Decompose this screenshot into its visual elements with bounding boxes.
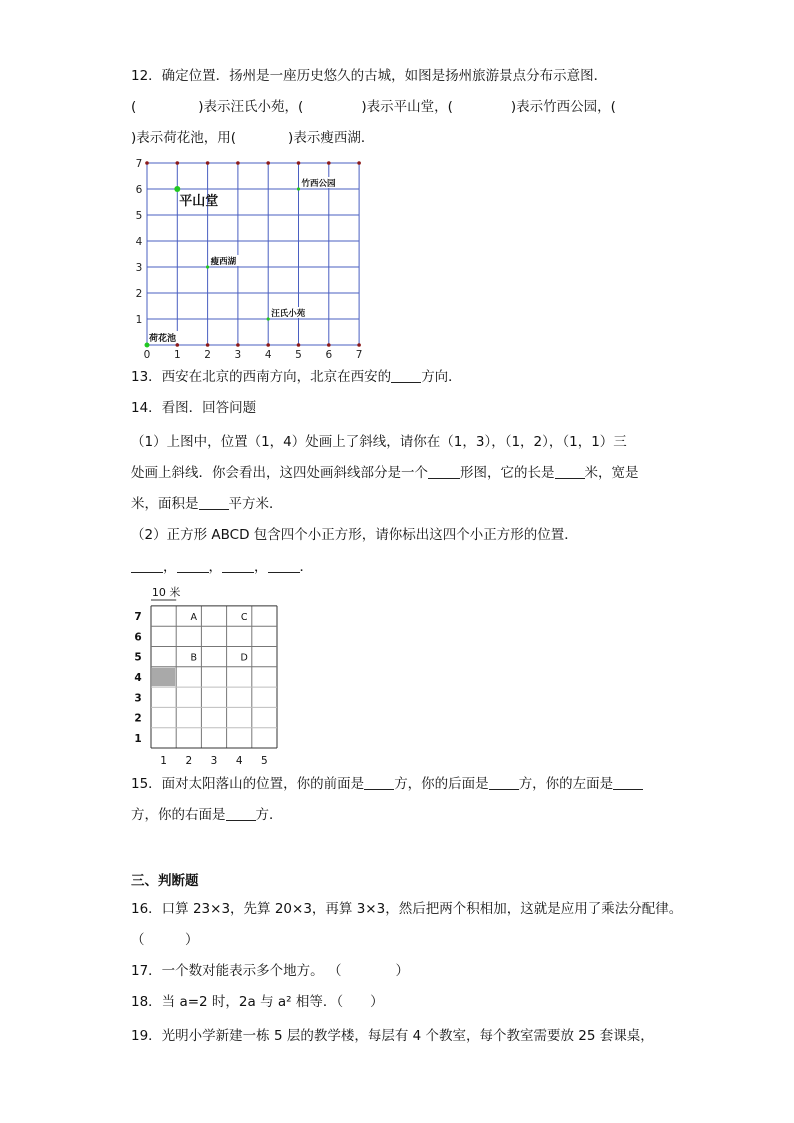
vertex-label: B (190, 652, 198, 664)
shaded-cell (152, 668, 175, 686)
q14-s2: （2）正方形 ABCD 包含四个小正方形，请你标出这四个小正方形的位置． (131, 527, 578, 543)
place-label: 汪氏小苑 (271, 309, 306, 319)
map-x-tick-label: 2 (204, 349, 211, 361)
q12-line1: 12．确定位置．扬州是一座历史悠久的古城，如图是扬州旅游景点分布示意图． (131, 68, 608, 84)
map-x-tick-label: 3 (234, 349, 242, 361)
map-x-tick-label: 4 (264, 349, 272, 361)
grid2-x-tick-label: 2 (185, 755, 193, 767)
map-grid-dot (266, 161, 270, 165)
map-grid-dot (206, 343, 210, 347)
q12-line2-part1: ( (131, 99, 137, 115)
q14-s1-line3 (131, 494, 283, 514)
place-label: 竹西公园 (301, 179, 336, 189)
q13-part2: 方向． (421, 369, 462, 385)
scale-label: 10 米 (151, 586, 181, 599)
q15-line2 (131, 805, 283, 825)
q12-line2-part4: )表示竹西公园，( (510, 99, 616, 115)
map-grid-dot (145, 161, 149, 165)
map-grid-dot (297, 343, 301, 347)
q15-part5: 方． (255, 807, 283, 823)
pingshantang-marker (174, 186, 180, 192)
q15-part2: 方，你的后面是 (394, 776, 489, 792)
q12-line2 (131, 97, 616, 117)
map-x-tick-label: 1 (173, 349, 181, 361)
map-grid-dot (357, 161, 361, 165)
vertex-label: D (240, 652, 248, 664)
map-x-tick-label: 5 (295, 349, 302, 361)
q13-part1: 13．西安在北京的西南方向，北京在西安的 (131, 369, 392, 385)
grid2-y-tick-label: 3 (134, 692, 142, 705)
grid2-y-tick-label: 5 (134, 651, 142, 664)
q14-s2-answers (131, 557, 313, 577)
map-y-tick-label: 2 (135, 288, 143, 300)
q14-sep-3: ， (254, 559, 268, 575)
map-y-tick-label: 5 (135, 210, 143, 222)
map-x-tick-label: 7 (355, 349, 363, 361)
vertex-label: C (240, 612, 248, 624)
place-label: 荷花池 (149, 334, 177, 344)
q14-s1-line2-part2: 形图，它的长是 (460, 465, 555, 481)
section-title-judgement: 三、判断题 (131, 873, 199, 889)
q12-line3-part2: )表示瘦西湖． (288, 130, 375, 146)
square-abcd-grid (128, 582, 288, 767)
q14-length-blank[interactable] (555, 464, 585, 479)
q15-part4: 方，你的右面是 (131, 807, 226, 823)
map-grid-dot (206, 161, 210, 165)
vertex-label: A (190, 612, 198, 624)
map-y-tick-label: 3 (135, 262, 143, 274)
map-x-tick-label: 0 (143, 349, 151, 361)
q12-line3-part1: )表示荷花池，用( (131, 130, 237, 146)
q14-area-blank[interactable] (199, 495, 229, 510)
scenic-spots-map (128, 155, 368, 365)
q15-part3: 方，你的左面是 (518, 776, 614, 792)
q14-square-blank-2[interactable] (177, 558, 209, 573)
grid2-y-tick-label: 1 (134, 732, 142, 745)
q14-s1-line3-part1: 米，面积是 (131, 496, 199, 512)
grid2-y-tick-label: 6 (134, 631, 142, 644)
q12-line3 (131, 128, 374, 148)
map-grid-dot (266, 343, 270, 347)
grid2-x-tick-label: 3 (210, 755, 218, 767)
map-y-tick-label: 6 (135, 184, 143, 196)
grid2-y-tick-label: 4 (134, 671, 142, 684)
grid2-x-tick-label: 5 (261, 755, 268, 767)
q14-square-blank-3[interactable] (222, 558, 254, 573)
place-label: 平山堂 (179, 194, 219, 209)
q12-line2-part3: )表示平山堂，( (361, 99, 453, 115)
q14-sep-1: ， (163, 559, 177, 575)
map-y-tick-label: 4 (135, 236, 143, 248)
q13 (131, 367, 462, 387)
q14-square-blank-1[interactable] (131, 558, 163, 573)
map-y-tick-label: 1 (135, 314, 143, 326)
map-grid-dot (176, 161, 180, 165)
q15-part1: 15．面对太阳落山的位置，你的前面是 (131, 776, 365, 792)
q13-answer-blank[interactable] (391, 368, 421, 383)
q18: 18．当 a=2 时，2a 与 a² 相等．（ ） (131, 994, 384, 1010)
map-grid-dot (357, 343, 361, 347)
q14-shape-blank[interactable] (428, 464, 460, 479)
grid2-x-tick-label: 4 (235, 755, 243, 767)
q15-back-blank[interactable] (489, 775, 519, 790)
q14-s1-line2-part3: 米，宽是 (584, 465, 639, 481)
q19-line1: 19．光明小学新建一栋 5 层的教学楼，每层有 4 个教室，每个教室需要放 25 套课桌， (131, 1028, 654, 1044)
map-grid-dot (176, 343, 180, 347)
q14-s1-line2 (131, 463, 639, 483)
q16-line1: 16．口算 23×3，先算 20×3，再算 3×3，然后把两个积相加，这就是应用了乘法分配律。 (131, 901, 683, 917)
q14-title: 14．看图．回答问题 (131, 400, 257, 416)
q14-square-blank-4[interactable] (268, 558, 300, 573)
q17: 17．一个数对能表示多个地方。 （ ） (131, 963, 409, 979)
grid2-y-tick-label: 7 (134, 611, 142, 624)
map-grid-dot (297, 161, 301, 165)
map-grid-dot (236, 343, 240, 347)
grid2-x-tick-label: 1 (160, 755, 167, 767)
q15-line1 (131, 774, 643, 794)
q14-s1-line3-part2: 平方米． (228, 496, 283, 512)
map-grid-dot (327, 343, 331, 347)
q15-left-blank[interactable] (613, 775, 643, 790)
q14-s1-line1: （1）上图中，位置（1，4）处画上了斜线，请你在（1，3），（1，2），（1，1）三 (131, 434, 627, 450)
map-grid-dot (327, 161, 331, 165)
map-x-tick-label: 6 (325, 349, 333, 361)
q14-sep-2: ， (208, 559, 222, 575)
q14-s1-line2-part1: 处画上斜线．你会看出，这四处画斜线部分是一个 (131, 465, 428, 481)
q15-front-blank[interactable] (364, 775, 394, 790)
q15-right-blank[interactable] (226, 806, 256, 821)
map-grid-dot (236, 161, 240, 165)
q14-end: ． (299, 559, 313, 575)
grid2-y-tick-label: 2 (134, 712, 142, 725)
map-y-tick-label: 7 (135, 158, 143, 170)
place-label: 瘦西湖 (210, 257, 237, 267)
q16-answer[interactable]: （ ） (131, 932, 199, 948)
q12-line2-part2: )表示汪氏小苑，( (198, 99, 304, 115)
